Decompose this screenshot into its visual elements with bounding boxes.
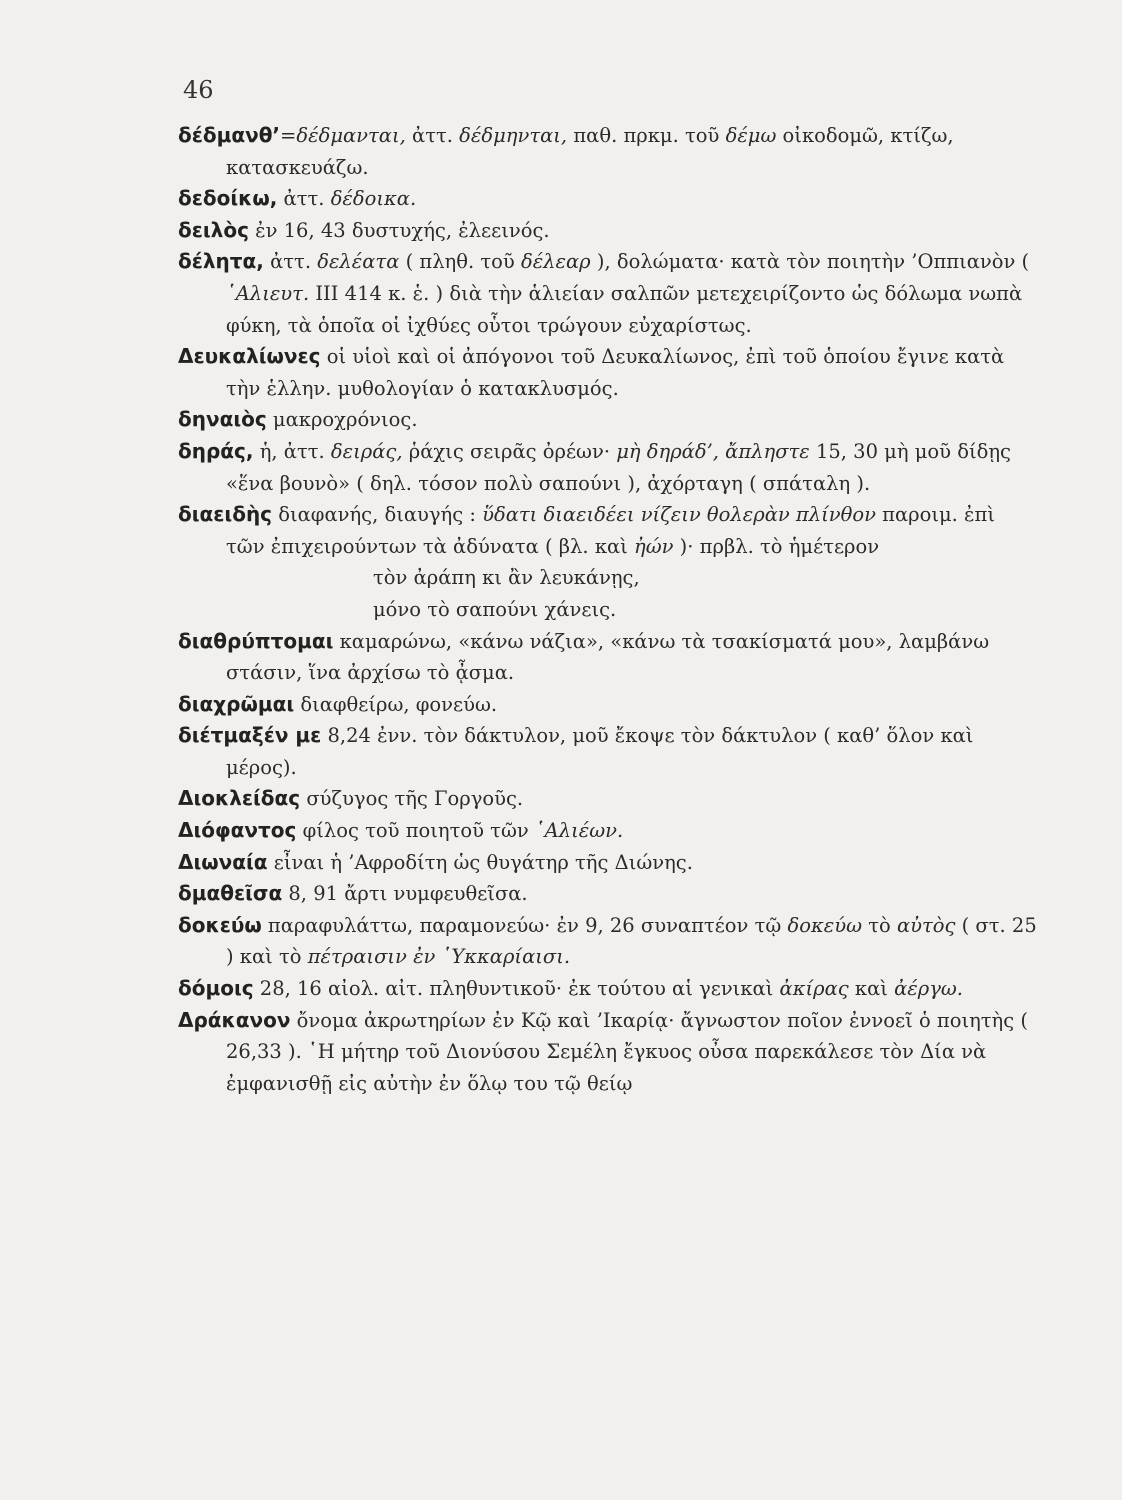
headword: Δράκανον [178, 1007, 291, 1032]
entry-diathryptomai: διαθρύπτομαι καμαρώνω, «κάνω νάζια», «κάνω τὰ τσακίσματά μου», λαμβάνω στάσιν, ἵνα ἀρχίσω τὸ ᾆσμα. [178, 628, 990, 685]
entry-dedoiko: δεδοίκω, ἀττ. δέδοικα. [178, 186, 417, 211]
entry-dionaia: Διωναία εἶναι ἡ ’Αφροδίτη ὡς θυγάτηρ τῆς Διώνης. [178, 849, 693, 874]
headword: δειλὸς [178, 217, 249, 242]
entry-diaeidis: διαειδὴς διαφανής, διαυγής : ὕδατι διαειδέει νίζειν θολερὰν πλίνθον παροιμ. ἐπὶ τῶν ἐπιχειρούντων τὰ ἀδύνατα ( βλ. καὶ ἠών )· πρβλ. τὸ ἡμέτερον [178, 502, 995, 558]
entry-deilos: δειλὸς ἐν 16, 43 δυστυχής, ἐλεεινός. [178, 217, 550, 242]
entry-dedmanth: δέδμανθ’=δέδμανται, ἀττ. δέδμηνται, παθ. πρκμ. τοῦ δέμω οἰκοδομῶ, κτίζω, κατασκευάζω. [178, 123, 954, 179]
entry-diras: δηράς, ἡ, ἀττ. δειράς, ῥάχις σειρᾶς ὀρέων· μὴ δηράδ’, ἄπληστε 15, 30 μὴ μοῦ δίδῃς «ἕνα βουνὸ» ( δηλ. τόσον πολὺ σαπούνι ), ἀχόρταγη ( σπάταλη ). [178, 438, 1011, 495]
entry-dietmaxen: διέτμαξέν με 8,24 ἐνν. τὸν δάκτυλον, μοῦ ἔκοψε τὸν δάκτυλον ( καθ’ ὅλον καὶ μέρος). [178, 723, 974, 779]
headword: διέτμαξέν με [178, 723, 322, 748]
page-number: 46 [183, 76, 214, 104]
entry-dokeuo: δοκεύω παραφυλάττω, παραμονεύω· ἐν 9, 26 συναπτέον τῷ δοκεύω τὸ αὐτὸς ( στ. 25 ) καὶ τὸ πέτραισιν ἐν ῾Υκκαρίαισι. [178, 912, 1037, 969]
entry-dinaios: δηναιὸς μακροχρόνιος. [178, 407, 418, 432]
entry-diachromai: διαχρῶμαι διαφθείρω, φονεύω. [178, 691, 498, 716]
headword: δέδμανθ’ [178, 123, 281, 147]
entry-deukalionai: Δευκαλίωνες οἱ υἱοὶ καὶ οἱ ἀπόγονοι τοῦ Δευκαλίωνος, ἐπὶ τοῦ ὁποίου ἔγινε κατὰ τὴν ἑλλην. μυθολογίαν ὁ κατακλυσμός. [178, 344, 1005, 400]
glossary-entries [178, 120, 1038, 1099]
entry-delita: δέλητα, ἀττ. δελέατα ( πληθ. τοῦ δέλεαρ ), δολώματα· κατὰ τὸν ποιητὴν ’Οππιανὸν ( ῾Αλιευτ. III 414 κ. ἑ. ) διὰ τὴν ἁλιείαν σαλπῶν μετεχειρίζοντο ὡς δόλωμα νωπὰ φύκη, τὰ ὁποῖα οἱ ἰχθύες οὗτοι τρώγουν εὐχαρίστως. [178, 249, 1030, 337]
headword: Διόφαντος [178, 818, 297, 843]
headword: δηράς, [178, 438, 254, 463]
verse-line: μόνο τὸ σαπούνι χάνεις. [373, 597, 617, 621]
headword: Διωναία [178, 849, 268, 874]
headword: δηναιὸς [178, 407, 267, 432]
headword: Διοκλείδας [178, 786, 301, 811]
entry-dmatheisa: δμαθεῖσα 8, 91 ἄρτι νυμφευθεῖσα. [178, 881, 528, 906]
headword: δμαθεῖσα [178, 881, 283, 906]
verse-line: τὸν ἀράπη κι ἂν λευκάνῃς, [373, 566, 640, 590]
headword: δοκεύω [178, 912, 262, 937]
headword: δέλητα, [178, 249, 264, 274]
headword: διαειδὴς [178, 502, 273, 527]
entry-diofantos: Διόφαντος φίλος τοῦ ποιητοῦ τῶν ῾Αλιέων. [178, 818, 624, 843]
headword: διαθρύπτομαι [178, 628, 334, 653]
entry-drakanon: Δράκανον ὄνομα ἀκρωτηρίων ἐν Κῷ καὶ ’Ικαρίᾳ· ἄγνωστον ποῖον ἐννοεῖ ὁ ποιητὴς ( 26,33 ). ῾Η μήτηρ τοῦ Διονύσου Σεμέλη ἔγκυος οὖσα παρεκάλεσε τὸν Δία νὰ ἐμφανισθῇ εἰς αὐτὴν ἐν ὅλῳ του τῷ θείῳ [178, 1007, 1028, 1095]
entry-diokleidas: Διοκλείδας σύζυγος τῆς Γοργοῦς. [178, 786, 524, 811]
headword: Δευκαλίωνες [178, 344, 321, 369]
entry-domois: δόμοις 28, 16 αἰολ. αἰτ. πληθυντικοῦ· ἐκ τούτου αἱ γενικαὶ ἀκίρας καὶ ἀέργω. [178, 976, 963, 1001]
headword: δεδοίκω, [178, 186, 278, 211]
headword: δόμοις [178, 976, 254, 1001]
headword: διαχρῶμαι [178, 691, 295, 716]
